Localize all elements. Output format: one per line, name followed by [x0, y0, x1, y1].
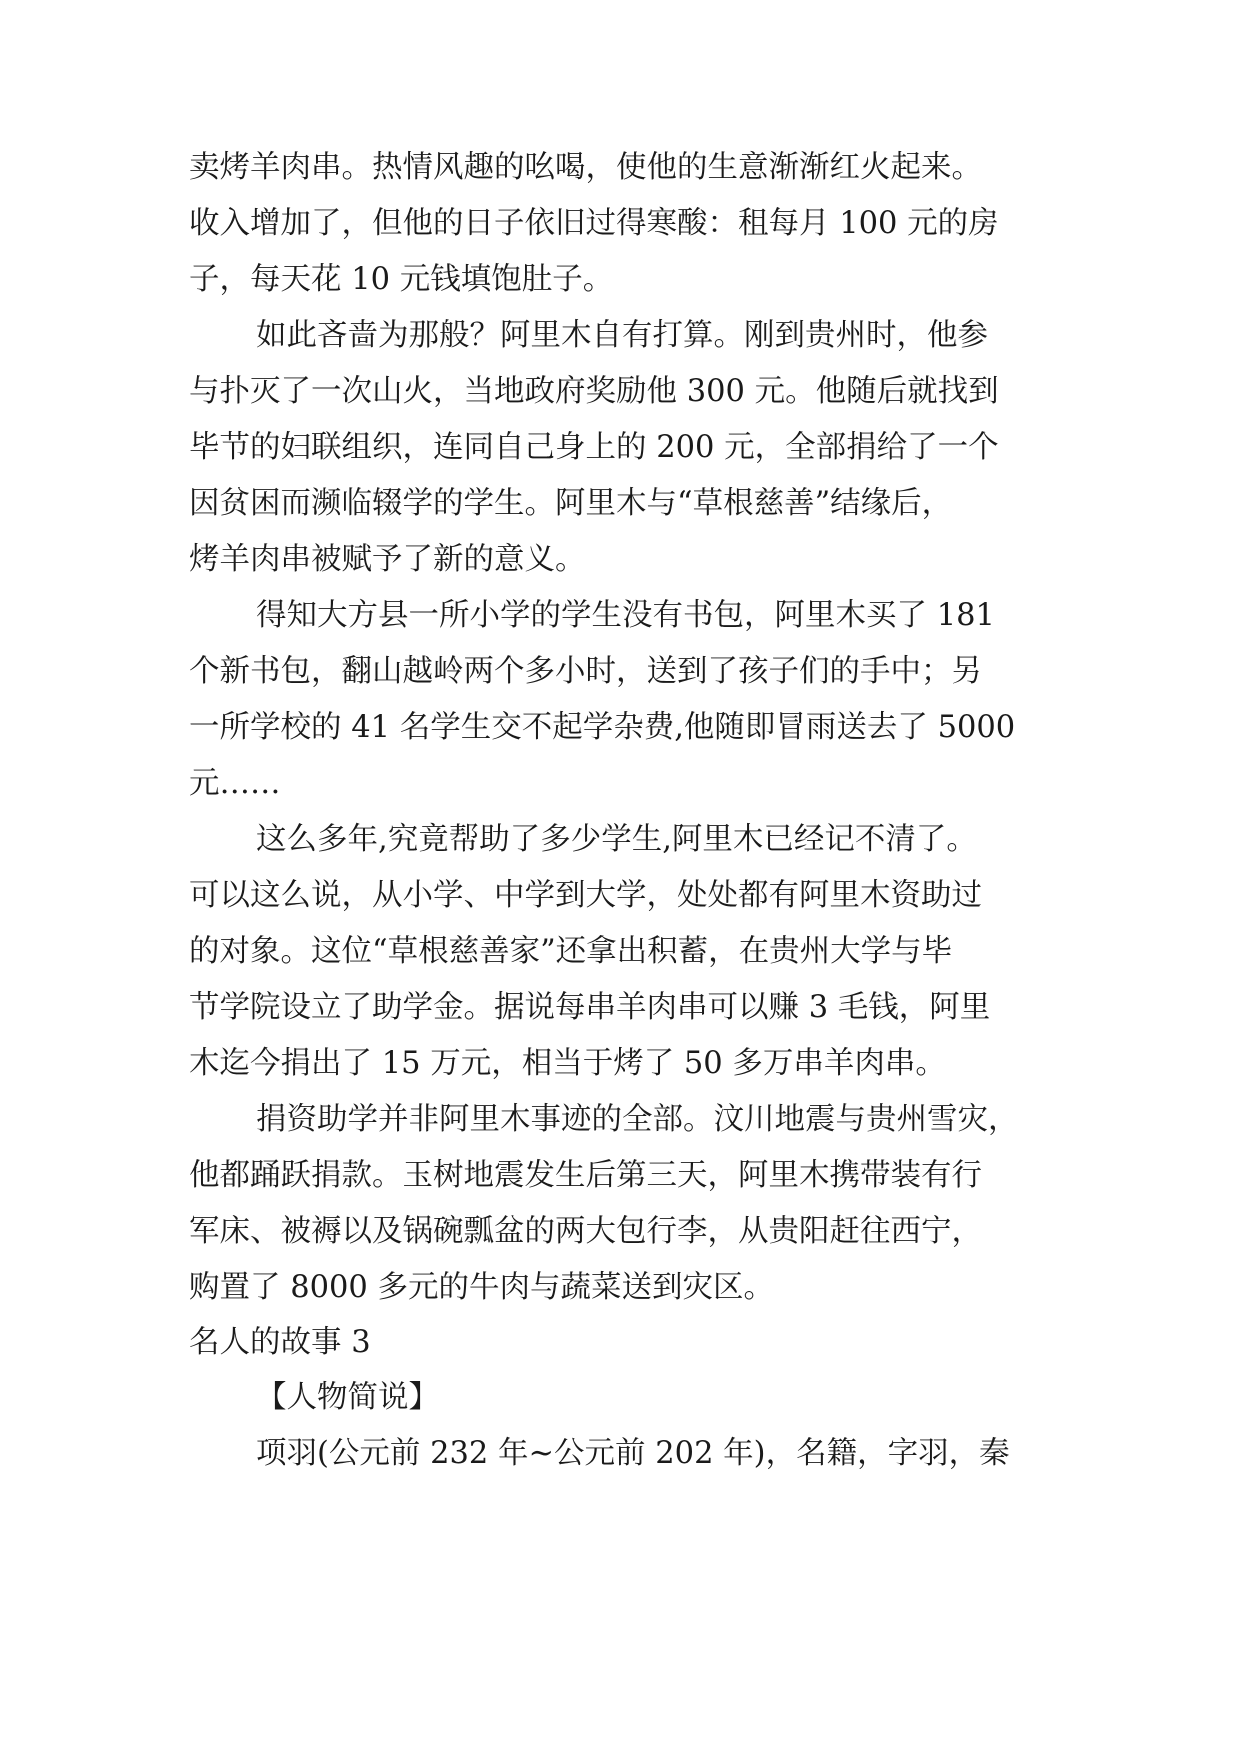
text-line: 的对象。这位“草根慈善家”还拿出积蓄，在贵州大学与毕 [189, 934, 953, 969]
text-line: 他都踊跃捐款。玉树地震发生后第三天，阿里木携带装有行 [189, 1158, 982, 1193]
text-line: 收入增加了，但他的日子依旧过得寒酸：租每月 100 元的房 [189, 206, 999, 241]
text-line: 捐资助学并非阿里木事迹的全部。汶川地震与贵州雪灾， [256, 1102, 1019, 1137]
text-line: 得知大方县一所小学的学生没有书包，阿里木买了 181 [256, 598, 995, 633]
text-line: 购置了 8000 多元的牛肉与蔬菜送到灾区。 [189, 1270, 775, 1305]
text-line: 如此吝啬为那般？阿里木自有打算。刚到贵州时，他参 [256, 318, 988, 353]
subsection-heading: 【人物简说】 [256, 1380, 439, 1415]
text-line: 这么多年,究竟帮助了多少学生,阿里木已经记不清了。 [256, 822, 977, 857]
text-line: 项羽(公元前 232 年~公元前 202 年)，名籍，字羽，秦 [256, 1436, 1010, 1471]
text-line: 可以这么说，从小学、中学到大学，处处都有阿里木资助过 [189, 878, 982, 913]
text-line: 个新书包，翻山越岭两个多小时，送到了孩子们的手中；另 [189, 654, 982, 689]
text-line: 子，每天花 10 元钱填饱肚子。 [189, 262, 614, 297]
text-line: 元…… [189, 766, 281, 801]
text-line: 烤羊肉串被赋予了新的意义。 [189, 542, 586, 577]
text-line: 木迄今捐出了 15 万元，相当于烤了 50 多万串羊肉串。 [189, 1046, 946, 1081]
section-heading: 名人的故事 3 [189, 1325, 371, 1360]
text-line: 军床、被褥以及锅碗瓢盆的两大包行李，从贵阳赶往西宁， [189, 1214, 982, 1249]
text-line: 卖烤羊肉串。热情风趣的吆喝，使他的生意渐渐红火起来。 [189, 150, 982, 185]
text-line: 节学院设立了助学金。据说每串羊肉串可以赚 3 毛钱，阿里 [189, 990, 991, 1025]
text-line: 与扑灭了一次山火，当地政府奖励他 300 元。他随后就找到 [189, 374, 999, 409]
text-line: 因贫困而濒临辍学的学生。阿里木与“草根慈善”结缘后， [189, 486, 953, 521]
text-line: 一所学校的 41 名学生交不起学杂费,他随即冒雨送去了 5000 [189, 710, 1016, 745]
text-line: 毕节的妇联组织，连同自己身上的 200 元，全部捐给了一个 [189, 430, 999, 465]
